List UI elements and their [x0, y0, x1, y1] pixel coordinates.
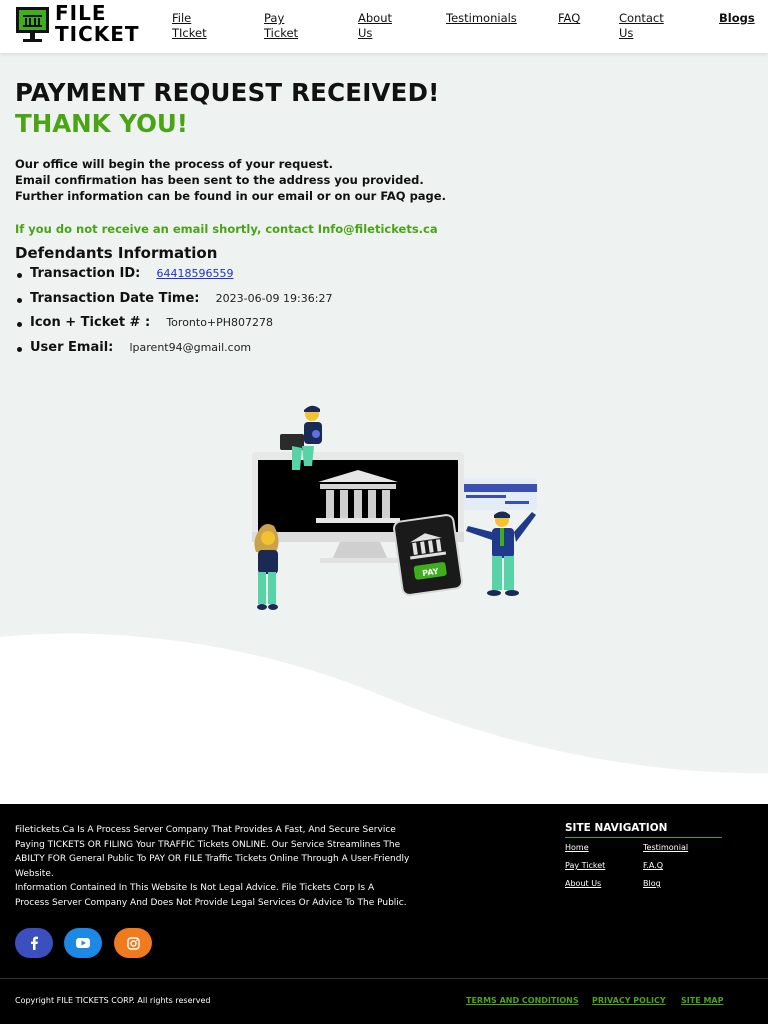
- instagram-icon: [127, 937, 140, 950]
- nav-about-us-line1: About: [358, 11, 393, 25]
- transaction-id-label: Transaction ID:: [30, 266, 141, 281]
- site-navigation-title: SITE NAVIGATION: [565, 822, 668, 834]
- facebook-button[interactable]: [15, 928, 53, 958]
- nav-contact-us[interactable]: [619, 11, 664, 41]
- site-footer: [0, 804, 768, 1024]
- user-email-row: [15, 340, 332, 365]
- footer-divider: [0, 978, 768, 979]
- transaction-id-link[interactable]: 64418596559: [156, 267, 234, 280]
- terms-link[interactable]: TERMS AND CONDITIONS: [466, 996, 579, 1005]
- logo-line-2: TICKET: [55, 22, 140, 46]
- defendants-info-title: Defendants Information: [15, 244, 218, 262]
- nav-file-ticket[interactable]: [172, 11, 207, 41]
- nav-file-ticket-line1: File: [172, 11, 192, 25]
- footer-about-line: ABILTY FOR General Public To PAY OR FILE Traffic Tickets Online Through A User-Friendly: [15, 854, 410, 864]
- online-payment-illustration: [240, 400, 540, 615]
- bullet-icon: [17, 298, 22, 303]
- site-logo[interactable]: [15, 1, 175, 46]
- footer-about-line: Process Server Company And Does Not Provide Legal Services Or Advice To The Public.: [15, 897, 407, 908]
- decorative-wave: [0, 625, 768, 805]
- user-email-label: User Email:: [30, 339, 114, 355]
- copyright-text: Copyright FILE TICKETS CORP. All rights reserved: [15, 996, 211, 1005]
- transaction-date-row: [15, 291, 332, 316]
- thank-you-subtitle: THANK YOU!: [15, 109, 188, 138]
- transaction-date-value: 2023-06-09 19:36:27: [215, 291, 333, 305]
- footer-link-about-us[interactable]: About Us: [565, 879, 602, 888]
- bullet-icon: [17, 273, 22, 278]
- site-header: [0, 0, 768, 53]
- bullet-icon: [17, 347, 22, 352]
- contact-note: If you do not receive an email shortly, contact Info@filetickets.ca: [15, 222, 438, 236]
- logo-line-1: FILE: [55, 1, 107, 25]
- nav-pay-ticket-line2: Ticket: [264, 26, 299, 40]
- nav-blogs[interactable]: Blogs: [719, 11, 755, 25]
- site-map-link[interactable]: SITE MAP: [681, 996, 724, 1005]
- pay-label: PAY: [421, 566, 440, 578]
- defendants-info-list: [15, 266, 332, 364]
- transaction-id-row: [15, 266, 332, 291]
- privacy-policy-link[interactable]: PRIVACY POLICY: [592, 996, 666, 1005]
- user-email-value: lparent94@gmail.com: [129, 340, 252, 354]
- confirmation-message: [15, 156, 446, 204]
- footer-about-line: Paying TICKETS OR FILING Your TRAFFIC Tickets ONLINE. Our Service Streamlines The: [15, 839, 401, 850]
- nav-faq[interactable]: FAQ: [558, 11, 581, 25]
- nav-contact-us-line1: Contact: [619, 11, 664, 25]
- site-navigation-divider: [565, 837, 722, 838]
- footer-about-line: Information Contained In This Website Is Not Legal Advice. File Tickets Corp Is A: [15, 883, 375, 893]
- footer-about-line: Website.: [15, 868, 54, 879]
- nav-about-us-line2: Us: [358, 26, 373, 40]
- logo-wordmark: [55, 3, 140, 45]
- footer-link-faq[interactable]: F.A.Q: [643, 861, 664, 870]
- message-line: Email confirmation has been sent to the address you provided.: [15, 173, 424, 187]
- nav-testimonials[interactable]: Testimonials: [446, 11, 517, 25]
- icon-ticket-label: Icon + Ticket # :: [30, 315, 151, 330]
- footer-link-pay-ticket[interactable]: Pay Ticket: [565, 861, 606, 870]
- icon-ticket-row: [15, 315, 332, 340]
- nav-pay-ticket-line1: Pay: [264, 11, 285, 25]
- monitor-logo-icon: [15, 6, 51, 44]
- nav-about-us[interactable]: [358, 11, 392, 41]
- transaction-date-label: Transaction Date Time:: [30, 290, 200, 306]
- footer-link-blog[interactable]: Blog: [643, 879, 661, 888]
- nav-contact-us-line2: Us: [619, 26, 634, 40]
- message-line: Our office will begin the process of your request.: [15, 157, 334, 171]
- bullet-icon: [17, 322, 22, 327]
- nav-pay-ticket[interactable]: [264, 11, 298, 41]
- nav-file-ticket-line2: TIcket: [172, 26, 207, 40]
- page-title: PAYMENT REQUEST RECEIVED!: [15, 78, 440, 107]
- instagram-button[interactable]: [114, 928, 152, 958]
- message-line: Further information can be found in our email or on our FAQ page.: [15, 189, 446, 203]
- footer-link-home[interactable]: Home: [565, 843, 589, 852]
- facebook-icon: [29, 936, 39, 950]
- youtube-icon: [76, 938, 90, 948]
- youtube-button[interactable]: [64, 928, 102, 958]
- footer-about-line: Filetickets.Ca Is A Process Server Company That Provides A Fast, And Secure Service: [15, 825, 396, 835]
- footer-link-testimonial[interactable]: Testimonial: [643, 843, 689, 852]
- footer-about-text: [15, 823, 440, 910]
- icon-ticket-value: Toronto+PH807278: [166, 316, 274, 329]
